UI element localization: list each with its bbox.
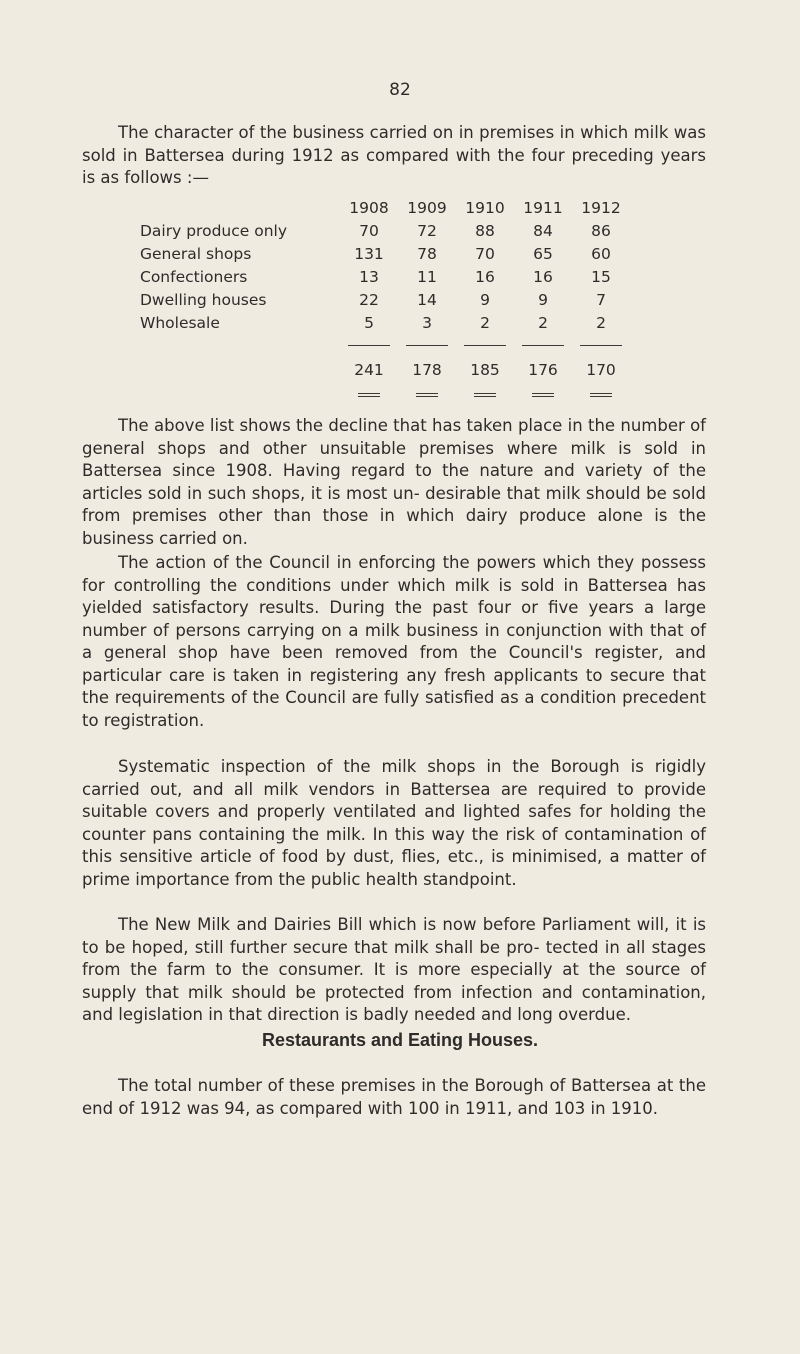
sum-rule [406,345,448,346]
table-cell: 7 [596,290,606,309]
table-header-row [140,196,630,219]
table-cell: 84 [533,221,553,240]
table-row [140,311,630,334]
double-rule-row [140,383,630,406]
table-row [140,265,630,288]
table-cell: 72 [417,221,437,240]
sum-rule [522,345,564,346]
double-rule [532,393,554,397]
table-cell: 70 [359,221,379,240]
sum-rule [580,345,622,346]
table-cell: 5 [364,313,374,332]
table-cell: 15 [591,267,611,286]
body-paragraph: The New Milk and Dairies Bill which is now before Parliament will, it is to be hoped, still further secure that milk shall be pro- tected in all stages from the farm to the consumer. It is more especially at the source of supply that milk should be protected from infection and contamination, and legislation in that direction is badly needed and long overdue. [82,915,706,1024]
double-rule [474,393,496,397]
sum-rule [348,345,390,346]
final-paragraph: The total number of these premises in the Borough of Battersea at the end of 1912 was 94, as compared with 100 in 1911, and 103 in 1910. [82,1076,706,1118]
table-cell: 2 [538,313,548,332]
table-cell: 16 [533,267,553,286]
year-header: 1912 [581,198,621,217]
row-label: Wholesale [140,313,220,332]
table-cell: 60 [591,244,611,263]
year-header: 1908 [349,198,389,217]
body-paragraph: Systematic inspection of the milk shops in the Borough is rigidly carried out, and all milk vendors in Battersea are required to provide suitable covers and properly ventilated and lighted safes for holding the counter pans containing the milk. In this way the risk of contamination of this sensitive article of food by dust, flies, etc., is minimised, a matter of prime importance from the public health standpoint. [82,757,706,889]
table-cell: 14 [417,290,437,309]
sum-rule-row [140,334,630,357]
row-label: General shops [140,244,252,263]
total-cell: 176 [528,361,558,379]
milk-premises-table [140,196,630,406]
table-row [140,288,630,311]
year-header: 1909 [407,198,447,217]
table-cell: 86 [591,221,611,240]
table-cell: 9 [480,290,490,309]
sum-rule [464,345,506,346]
table-cell: 11 [417,267,437,286]
double-rule [590,393,612,397]
body-paragraph: The above list shows the decline that has taken place in the number of general shops and other unsuitable premises where milk is sold in Battersea since 1908. Having regard to the nature and variety of the articles sold in such shops, it is most un- desirable that milk should be sold from premises other than those in which dairy produce alone is the business carried on. [82,416,706,548]
double-rule [358,393,380,397]
table-cell: 70 [475,244,495,263]
table-cell: 13 [359,267,379,286]
table-cell: 2 [480,313,490,332]
row-label: Dairy produce only [140,221,288,240]
table-cell: 88 [475,221,495,240]
intro-paragraph: The character of the business carried on in premises in which milk was sold in Battersea during 1912 as compared with the four preceding years is as follows :— [82,123,706,187]
table-cell: 9 [538,290,548,309]
row-label: Confectioners [140,267,248,286]
section-heading: Restaurants and Eating Houses. [261,1030,539,1050]
table-cell: 131 [354,244,384,263]
year-header: 1910 [465,198,505,217]
table-cell: 65 [533,244,553,263]
table-cell: 16 [475,267,495,286]
year-header: 1911 [523,198,563,217]
total-cell: 241 [354,361,384,379]
table-cell: 22 [359,290,379,309]
table-cell: 2 [596,313,606,332]
table-row [140,242,630,265]
double-rule [416,393,438,397]
total-cell: 185 [470,361,500,379]
body-paragraph: The action of the Council in enforcing the powers which they possess for controlling the conditions under which milk is sold in Battersea has yielded satisfactory results. During the past four or five years a large number of persons carrying on a milk business in conjunction with that of a general shop have been removed from the Council's register, and particular care is taken in registering any fresh applicants to secure that the requirements of the Council are fully satisfied as a condition precedent to registration. [82,553,706,730]
totals-row [140,357,630,383]
page-number: 82 [389,80,411,100]
table-row [140,219,630,242]
table-cell: 78 [417,244,437,263]
total-cell: 170 [586,361,616,379]
row-label: Dwelling houses [140,290,267,309]
table-cell: 3 [422,313,432,332]
total-cell: 178 [412,361,442,379]
